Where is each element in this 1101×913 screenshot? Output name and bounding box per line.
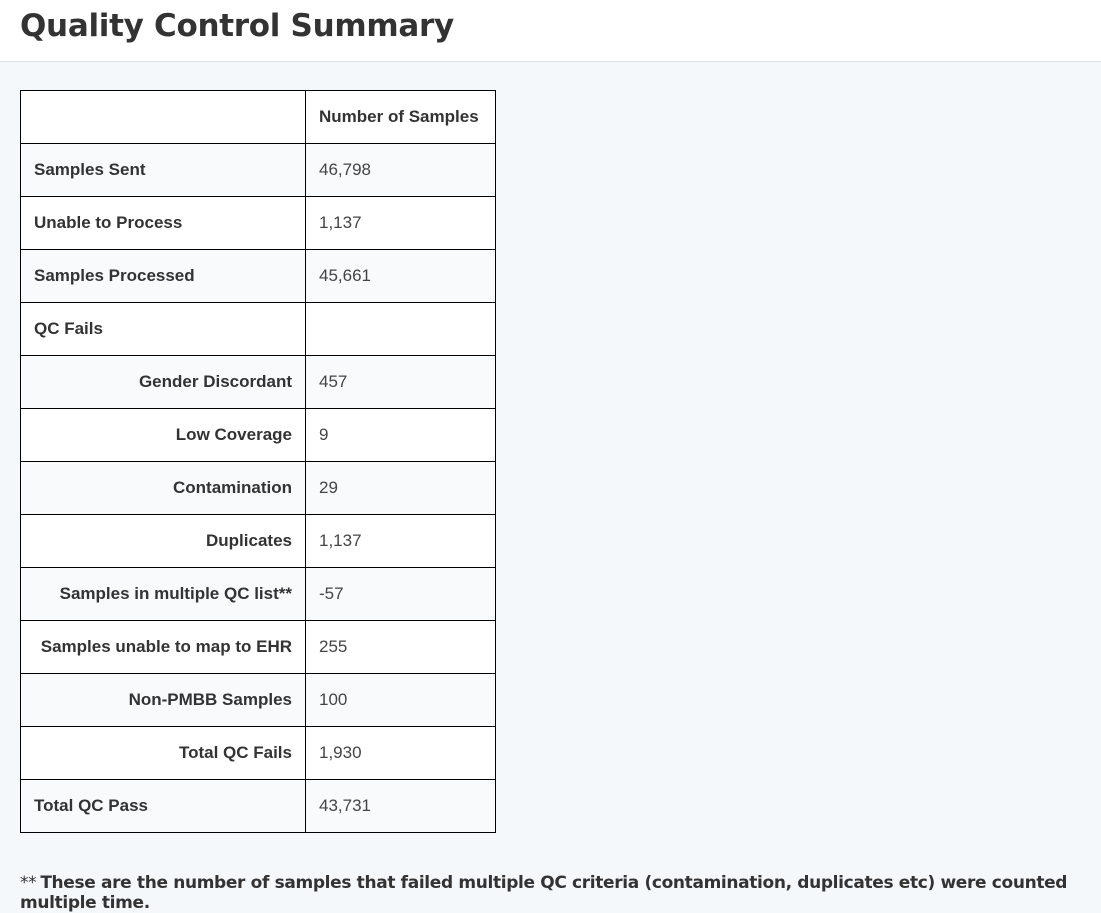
row-value-samples-sent: 46,798 [306, 144, 496, 197]
row-label-qc-fails: QC Fails [21, 303, 306, 356]
row-value-total-qc-pass: 43,731 [306, 780, 496, 833]
row-label-samples-multiple-qc: Samples in multiple QC list** [21, 568, 306, 621]
row-value-duplicates: 1,137 [306, 515, 496, 568]
table-row [21, 515, 496, 568]
table-row [21, 197, 496, 250]
row-value-qc-fails [306, 303, 496, 356]
table-row [21, 674, 496, 727]
row-label-samples-processed: Samples Processed [21, 250, 306, 303]
footnote-text: These are the number of samples that failed multiple QC criteria (contamination, duplicates etc) were counted multiple time. [20, 873, 1068, 913]
page-header [0, 0, 1101, 62]
row-value-gender-discordant: 457 [306, 356, 496, 409]
page-title: Quality Control Summary [20, 8, 454, 44]
table-row [21, 727, 496, 780]
row-label-unable-to-process: Unable to Process [21, 197, 306, 250]
qc-summary-table [20, 90, 496, 833]
row-value-samples-processed: 45,661 [306, 250, 496, 303]
row-label-total-qc-pass: Total QC Pass [21, 780, 306, 833]
table-row [21, 303, 496, 356]
row-value-total-qc-fails: 1,930 [306, 727, 496, 780]
table-row [21, 144, 496, 197]
table-row [21, 621, 496, 674]
row-value-samples-multiple-qc: -57 [306, 568, 496, 621]
row-label-total-qc-fails: Total QC Fails [21, 727, 306, 780]
row-value-unable-to-map-ehr: 255 [306, 621, 496, 674]
column-header-number-of-samples: Number of Samples [306, 91, 496, 144]
table-row [21, 462, 496, 515]
table-row [21, 780, 496, 833]
row-value-non-pmbb-samples: 100 [306, 674, 496, 727]
row-value-contamination: 29 [306, 462, 496, 515]
row-value-unable-to-process: 1,137 [306, 197, 496, 250]
table-header-row [21, 91, 496, 144]
row-label-non-pmbb-samples: Non-PMBB Samples [21, 674, 306, 727]
footnote [20, 873, 1101, 913]
row-label-duplicates: Duplicates [21, 515, 306, 568]
row-label-contamination: Contamination [21, 462, 306, 515]
footnote-marker: ** [20, 873, 37, 893]
table-row [21, 250, 496, 303]
row-value-low-coverage: 9 [306, 409, 496, 462]
row-label-gender-discordant: Gender Discordant [21, 356, 306, 409]
table-row [21, 409, 496, 462]
row-label-unable-to-map-ehr: Samples unable to map to EHR [21, 621, 306, 674]
table-row [21, 568, 496, 621]
corner-header-cell [21, 91, 306, 144]
row-label-low-coverage: Low Coverage [21, 409, 306, 462]
table-row [21, 356, 496, 409]
row-label-samples-sent: Samples Sent [21, 144, 306, 197]
